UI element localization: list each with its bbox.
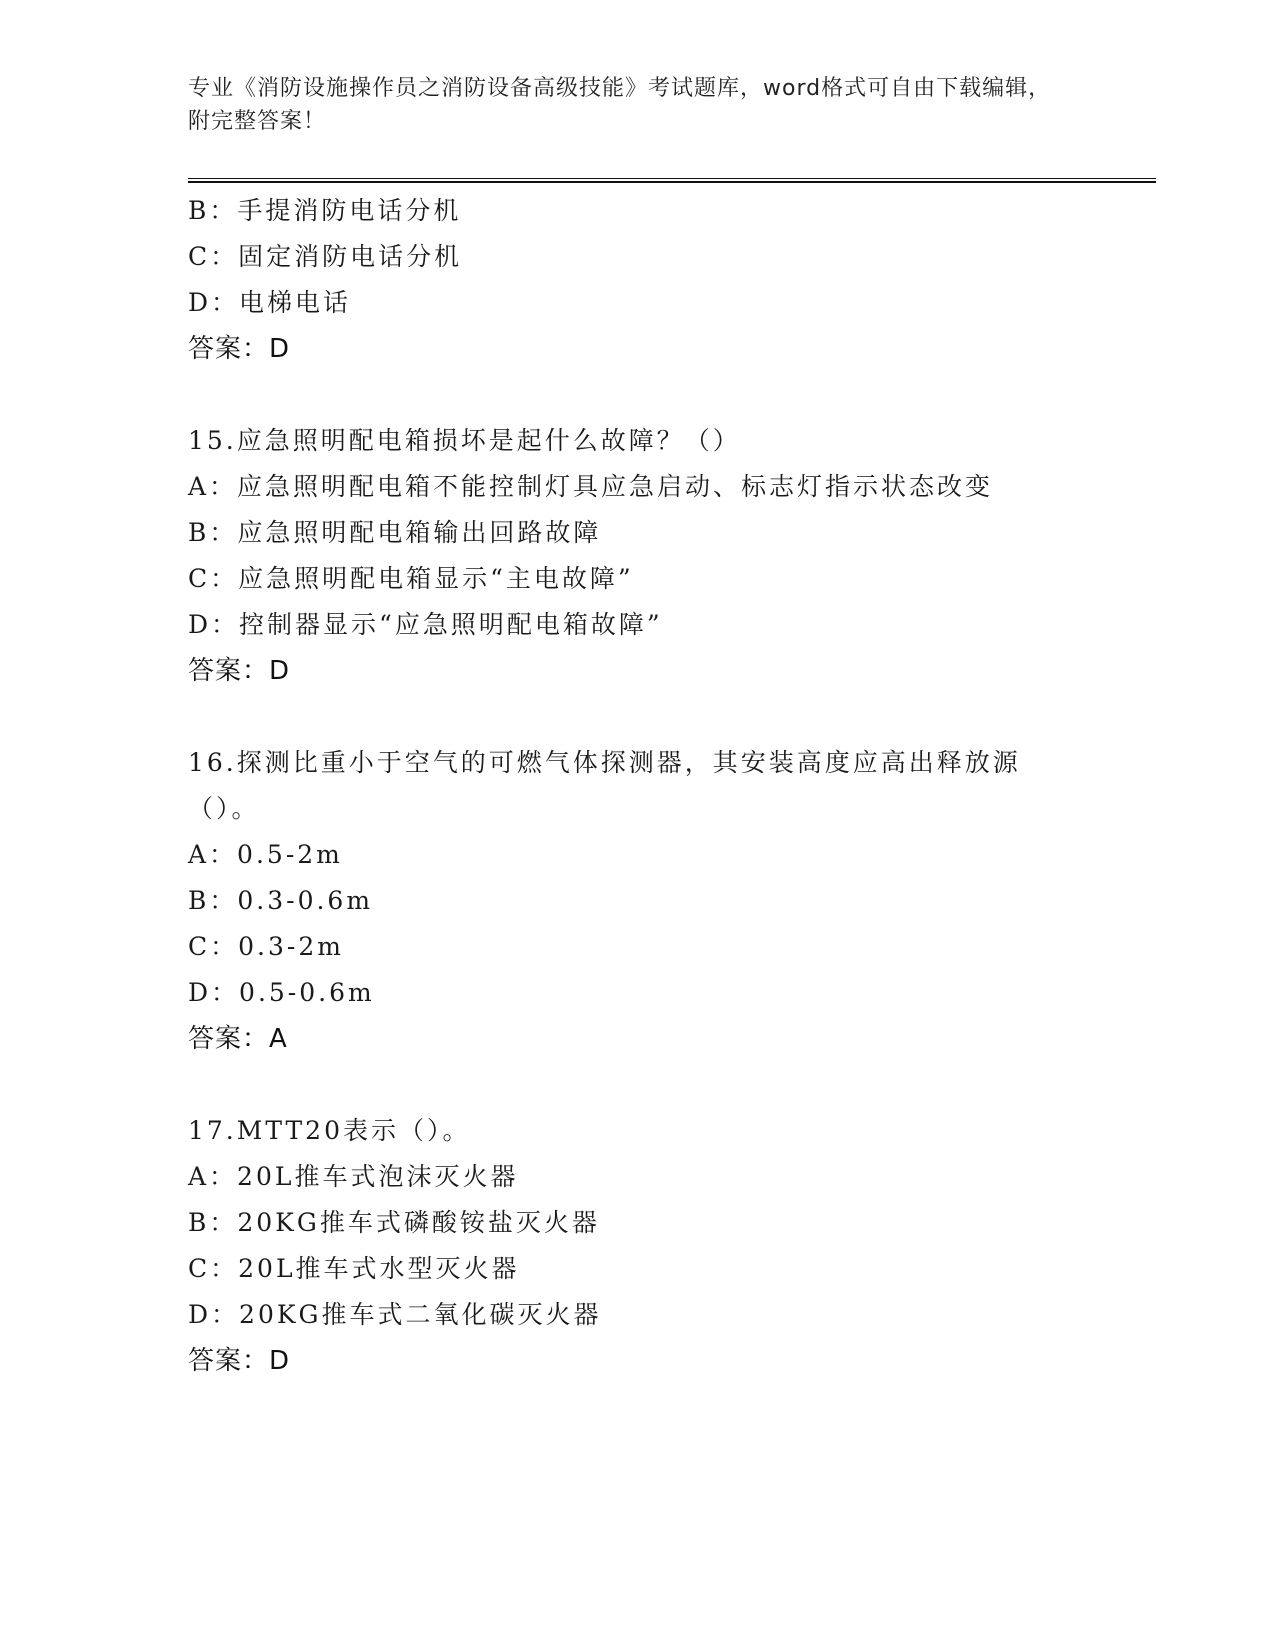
option-a: A：0.5-2m — [188, 840, 343, 869]
answer-line: 答案：D — [188, 656, 291, 686]
option-b: B：20KG推车式磷酸铵盐灭火器 — [188, 1208, 600, 1237]
question-17 — [188, 1108, 1088, 1384]
answer-line: 答案：D — [188, 334, 291, 364]
question-stem: 15.应急照明配电箱损坏是起什么故障？（） — [188, 426, 741, 455]
question-16 — [188, 740, 1088, 1062]
answer-line: 答案：A — [188, 1024, 288, 1054]
option-c: C：20L推车式水型灭火器 — [188, 1254, 520, 1283]
answer-line: 答案：D — [188, 1346, 291, 1376]
option-c: C：应急照明配电箱显示“主电故障” — [188, 564, 634, 593]
option-d: D：0.5-0.6m — [188, 978, 375, 1007]
option-d: D：控制器显示“应急照明配电箱故障” — [188, 610, 663, 639]
question-stem: 16.探测比重小于空气的可燃气体探测器，其安装高度应高出释放源（）。 — [188, 748, 1021, 823]
question-15 — [188, 418, 1088, 694]
option-b: B：应急照明配电箱输出回路故障 — [188, 518, 602, 547]
option-a: A：20L推车式泡沫灭火器 — [188, 1162, 519, 1191]
question-14-continued — [188, 188, 1088, 372]
option-d: D：电梯电话 — [188, 288, 352, 317]
option-d: D：20KG推车式二氧化碳灭火器 — [188, 1300, 602, 1329]
document-header: 专业《消防设施操作员之消防设备高级技能》考试题库，word格式可自由下载编辑，附完整答案！ — [188, 76, 1052, 134]
option-b: B：手提消防电话分机 — [188, 196, 462, 225]
spacer — [188, 694, 1088, 740]
question-stem: 17.MTT20表示（）。 — [188, 1116, 471, 1145]
option-b: B：0.3-0.6m — [188, 886, 374, 915]
header-divider — [188, 178, 1156, 183]
option-a: A：应急照明配电箱不能控制灯具应急启动、标志灯指示状态改变 — [188, 472, 994, 501]
question-list — [188, 188, 1088, 1384]
option-c: C：固定消防电话分机 — [188, 242, 463, 271]
spacer — [188, 372, 1088, 418]
spacer — [188, 1062, 1088, 1108]
option-c: C：0.3-2m — [188, 932, 344, 961]
